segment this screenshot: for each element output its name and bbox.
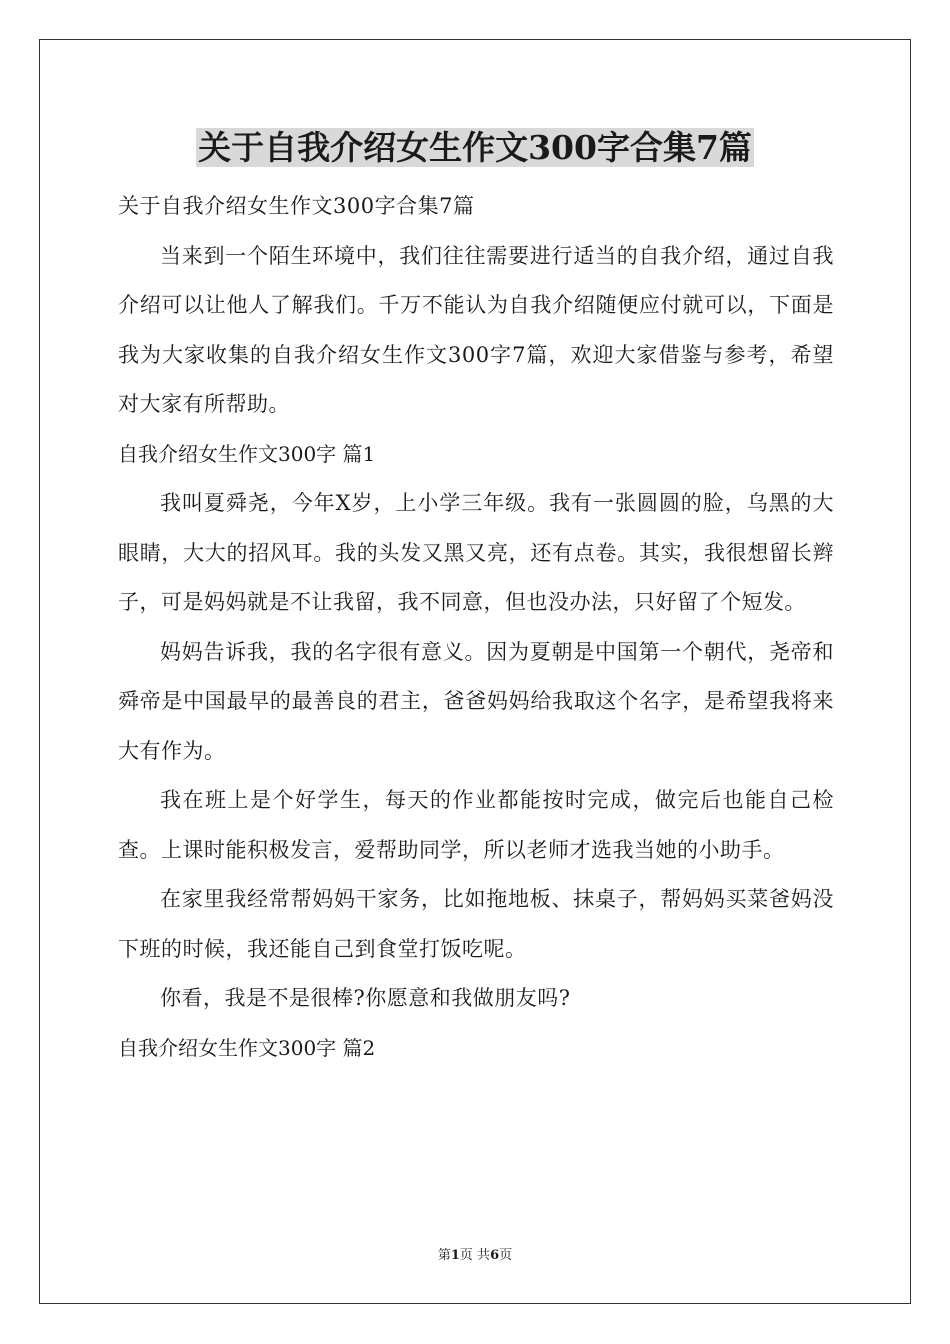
paragraph: 我在班上是个好学生，每天的作业都能按时完成，做完后也能自己检查。上课时能积极发言，爱帮助同学，所以老师才选我当她的小助手。 (118, 788, 834, 862)
paragraph: 你看，我是不是很棒?你愿意和我做朋友吗? (160, 986, 571, 1010)
paragraph: 我叫夏舜尧，今年X岁，上小学三年级。我有一张圆圆的脸，乌黑的大眼睛，大大的招风耳。我的头发又黑又亮，还有点卷。其实，我很想留长辫子，可是妈妈就是不让我留，我不同意，但也没办法，只好留了个短发。 (118, 491, 834, 614)
footer-page-prefix: 第 (437, 1248, 451, 1263)
footer-total-pages: 6 (490, 1248, 500, 1263)
intro-paragraph: 当来到一个陌生环境中，我们往往需要进行适当的自我介绍，通过自我介绍可以让他人了解我们。千万不能认为自我介绍随便应付就可以，下面是我为大家收集的自我介绍女生作文300字7篇，欢迎大家借鉴与参考，希望对大家有所帮助。 (118, 243, 834, 416)
footer-page-mid: 页 共 (459, 1248, 491, 1263)
section-heading-1: 自我介绍女生作文300字 篇1 (118, 441, 376, 466)
footer-current-page: 1 (450, 1248, 460, 1263)
paragraph: 在家里我经常帮妈妈干家务，比如拖地板、抹桌子，帮妈妈买菜爸妈没下班的时候，我还能自己到食堂打饭吃呢。 (118, 887, 834, 961)
page-footer (0, 1247, 950, 1265)
document-title (0, 126, 950, 170)
section-heading-2: 自我介绍女生作文300字 篇2 (118, 1035, 376, 1060)
document-body (118, 182, 834, 1073)
footer-page-suffix: 页 (499, 1248, 513, 1263)
document-subtitle: 关于自我介绍女生作文300字合集7篇 (118, 194, 475, 218)
paragraph: 妈妈告诉我，我的名字很有意义。因为夏朝是中国第一个朝代，尧帝和舜帝是中国最早的最善良的君主，爸爸妈妈给我取这个名字，是希望我将来大有作为。 (118, 639, 834, 763)
document-title-text: 关于自我介绍女生作文300字合集7篇 (198, 128, 752, 167)
